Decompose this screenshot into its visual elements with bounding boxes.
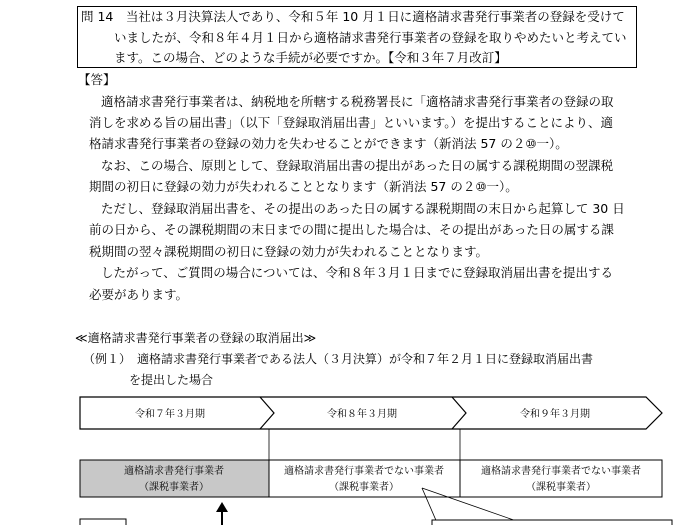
answer-line-6: ただし、登録取消届出書を、その提出のあった日の属する課税期間の末日から起算して 30 日 <box>101 201 625 216</box>
answer-line-4: なお、この場合、原則として、登録取消届出書の提出があった日の属する課税期間の翌課税 <box>101 158 614 173</box>
question-line-2: いましたが、令和８年４月１日から適格請求書発行事業者の登録を取りやめたいと考えてい <box>114 30 627 45</box>
diagram-title: ≪適格請求書発行事業者の登録の取消届出≫ <box>75 331 317 345</box>
status-3-line-1: 適格請求書発行事業者でない事業者 <box>481 466 641 477</box>
answer-line-5: 期間の初日に登録の効力が失われることとなります（新消法 57 の２⑩一）。 <box>89 179 518 194</box>
answer-label: 【答】 <box>78 72 116 87</box>
status-2-line-1: 適格請求書発行事業者でない事業者 <box>284 466 444 477</box>
answer-line-2: 消しを求める旨の届出書」（以下「登録取消届出書」といいます。）を提出することにより、適 <box>89 115 614 130</box>
example-line-1: （例１） 適格請求書発行事業者である法人（３月決算）が令和７年２月１日に登録取消届出書 <box>83 352 594 366</box>
example-line-2: を提出した場合 <box>129 373 214 387</box>
period-label-1: 令和７年３月期 <box>135 409 205 420</box>
filing-arrow-head <box>216 502 228 512</box>
status-2-line-2: （課税事業者） <box>329 482 399 493</box>
question-line-3: ます。この場合、どのような手続が必要ですか。【令和３年７月改訂】 <box>114 50 507 65</box>
period-label-2: 令和８年３月期 <box>327 409 397 420</box>
answer-line-7: 前の日から、その課税期間の末日までの間に提出した場合は、その提出があった日の属する課 <box>89 222 614 237</box>
answer-line-8: 税期間の翌々課税期間の初日に登録の効力が失われることとなります。 <box>89 244 489 259</box>
answer-line-9: したがって、ご質問の場合については、令和８年３月１日までに登録取消届出書を提出する <box>101 265 614 280</box>
answer-line-10: 必要があります。 <box>89 287 189 302</box>
note-box-left <box>80 519 126 525</box>
status-1-line-2: （課税事業者） <box>139 482 209 493</box>
period-label-3: 令和９年３月期 <box>520 409 590 420</box>
status-3-line-2: （課税事業者） <box>526 482 596 493</box>
answer-line-3: 格請求書発行事業者の登録の効力を失わせることができます（新消法 57 の２⑩一）。 <box>89 136 568 151</box>
note-box-right <box>432 520 672 525</box>
status-1-line-1: 適格請求書発行事業者 <box>124 466 224 477</box>
answer-line-1: 適格請求書発行事業者は、納税地を所轄する税務署長に「適格請求書発行事業者の登録の取 <box>101 94 614 109</box>
question-line-1: 問 14 当社は３月決算法人であり、令和５年 10 月１日に適格請求書発行事業者の登録を受けて <box>81 9 625 24</box>
